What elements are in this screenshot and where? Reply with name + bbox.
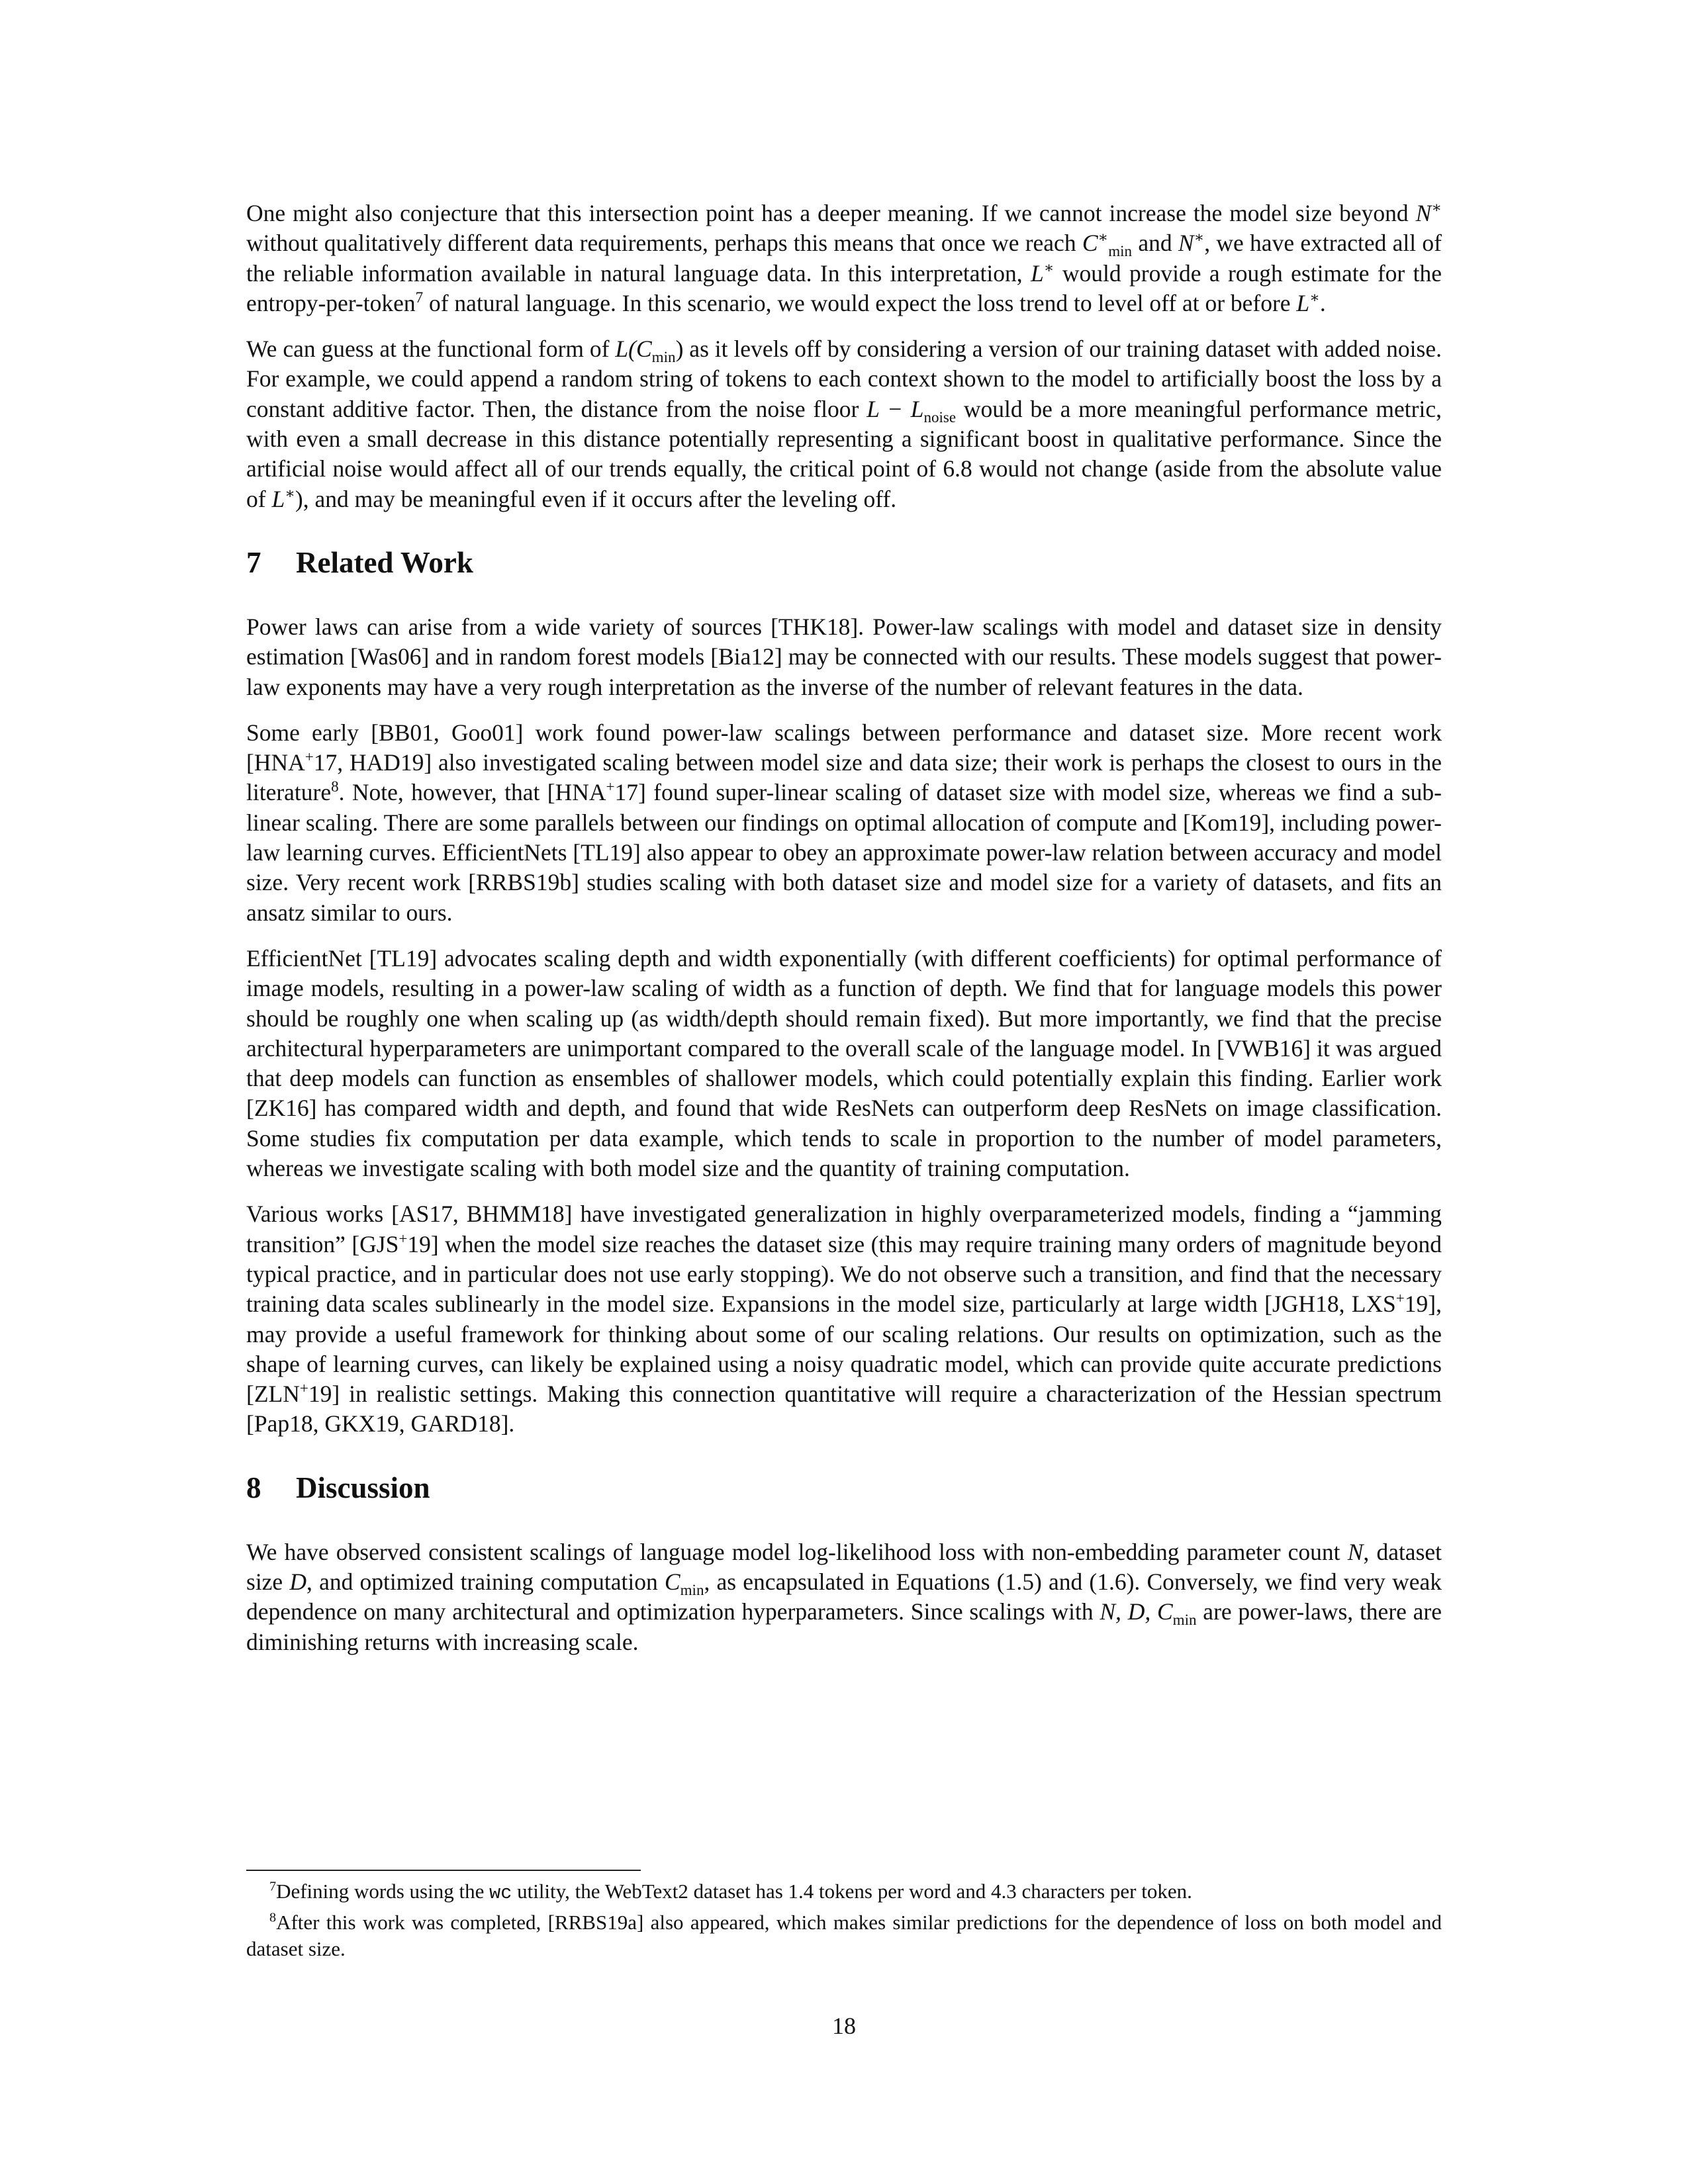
text: . Note, however, that [HNA — [338, 779, 606, 806]
paragraph-generalization — [246, 1199, 1442, 1439]
citation-plus: + — [299, 1379, 308, 1397]
text: as it levels off by considering a version of our training dataset with added noise. For example, we could append a random string of tokens to each context shown to the model to artificially boost the loss by a constant additive factor. Then, the distance from the noise floor — [246, 336, 1442, 422]
text: would be a more meaningful performance metric, with even a small decrease in this distance potentially representing a significant boost in qualitative performance. Since the artificial noise would affect all of our trends equally, the critical point of 6.8 would not change (aside from the absolute value of — [246, 395, 1442, 512]
paragraph-power-laws: Power laws can arise from a wide variety of sources [THK18]. Power-law scalings with model and dataset size in density estimation [Was06] and in random forest models [Bia12] may be connected with our results. These models suggest that power-law exponents may have a very rough interpretation as the inverse of the number of relevant features in the data. — [246, 613, 1442, 700]
code-wc: wc — [489, 1882, 512, 1904]
text: Some early [BB01, Goo01] work found power-law scalings between performance and dataset size. More recent work [HNA — [246, 719, 1442, 776]
citation-plus: + — [606, 778, 615, 796]
math-star: ∗ — [1194, 228, 1205, 246]
math-star: ∗ — [285, 484, 295, 502]
text: Defining words using the — [276, 1880, 490, 1903]
math-n: N — [1415, 200, 1432, 226]
paragraph-efficientnet: EfficientNet [TL19] advocates scaling depth and width exponentially (with different coefficients) for optimal performance of image models, resulting in a power-law scaling of width as a function of depth. We find that for language models this power should be roughly one when scaling up (as width/depth should remain fixed). But more importantly, we find that the precise architectural hyperparameters are unimportant compared to the overall scale of the language model. In [VWB16] it was argued that deep models can function as ensembles of shallower models, which could potentially explain this finding. Earlier work [ZK16] has compared width and depth, and found that wide ResNets can outperform deep ResNets on image classification. Some studies fix computation per data example, which tends to scale in proportion to the number of model parameters, whereas we investigate scaling with both model size and the quantity of training computation. — [246, 944, 1442, 1182]
text: utility, the WebText2 dataset has 1.4 tokens per word and 4.3 characters per token. — [512, 1880, 1192, 1903]
math-subscript-min: min — [1108, 242, 1133, 260]
text: , we have extracted all of the reliable information available in natural language data. In this interpretation, — [246, 230, 1442, 287]
page-content — [246, 199, 1442, 1673]
paragraph-discussion — [246, 1537, 1442, 1657]
math-n: N — [1178, 230, 1194, 257]
paragraph-early-work — [246, 718, 1442, 928]
math-d: D — [289, 1568, 307, 1595]
paragraph-intersection-meaning — [246, 199, 1442, 318]
footnote-rule — [246, 1870, 641, 1871]
section-number: 7 — [246, 545, 261, 579]
math-star: ∗ — [1431, 199, 1442, 216]
math-l: L — [1296, 289, 1310, 316]
math-l-minus-l: L − L — [867, 395, 924, 422]
text: One might also conjecture that this intersection point has a deeper meaning. If we cannot increase the model size beyond — [246, 200, 1416, 226]
math-subscript-min: min — [651, 348, 676, 366]
text: 17, HAD19] also investigated scaling between model size and data size; their work is perhaps the closest to ours in the literature — [246, 749, 1442, 806]
text: would provide a rough estimate for the entropy-per-token — [246, 259, 1442, 316]
text: , as encapsulated in Equations (1.5) and (1.6). Conversely, we find very weak dependence on many architectural and optimization hyperparameters. Since scalings with — [246, 1568, 1442, 1625]
text: , dataset size — [246, 1538, 1442, 1595]
text: We can guess at the functional form of — [246, 336, 616, 363]
text: , and optimized training computation — [306, 1568, 665, 1595]
text: are power-laws, there are diminishing returns with increasing scale. — [246, 1598, 1442, 1655]
math-paren: ) — [675, 336, 684, 363]
math-c: C — [664, 1568, 680, 1595]
section-title: Discussion — [296, 1471, 430, 1504]
math-subscript-min: min — [1172, 1611, 1197, 1629]
math-star: ∗ — [1043, 258, 1055, 276]
math-l-of-c: L(C — [615, 336, 652, 363]
section-heading-discussion — [246, 1470, 1442, 1506]
text: without qualitatively different data requirements, perhaps this means that once we reach — [246, 230, 1082, 257]
math-subscript-noise: noise — [923, 408, 957, 426]
footnote-number: 8 — [269, 1910, 277, 1925]
text: ), and may be meaningful even if it occurs after the leveling off. — [295, 485, 897, 512]
text: 19] when the model size reaches the dataset size (this may require training many orders of magnitude beyond typical practice, and in particular does not use early stopping). We do not observe such a transition, and find that the necessary training data scales sublinearly in the model size. Expansions in the model size, particularly at large width [JGH18, LXS — [246, 1230, 1442, 1318]
paragraph-functional-form — [246, 334, 1442, 514]
text: 19], may provide a useful framework for thinking about some of our scaling relations. Our results on optimization, such as the shape of learning curves, can likely be explained using a noisy quadratic model, which can provide quite accurate predictions [ZLN — [246, 1291, 1442, 1408]
footnote-mark-7[interactable]: 7 — [415, 289, 424, 306]
text: . — [1319, 289, 1326, 316]
footnote-mark-8[interactable]: 8 — [331, 778, 339, 796]
section-heading-related-work — [246, 545, 1442, 580]
footnote-8 — [246, 1909, 1442, 1962]
text: 17] found super-linear scaling of dataset size with model size, whereas we find a sub-linear scaling. There are some parallels between our findings on optimal allocation of compute and [Kom19], including power-law learning curves. EfficientNets [TL19] also appear to obey an approximate power-law relation between accuracy and model size. Very recent work [RRBS19b] studies scaling with both dataset size and model size for a variety of datasets, and fits an ansatz similar to ours. — [246, 779, 1442, 926]
math-l: L — [271, 485, 285, 512]
math-c: C — [1082, 230, 1098, 257]
math-subscript-min: min — [680, 1581, 704, 1599]
footnotes — [246, 1878, 1442, 1965]
footnote-7 — [246, 1878, 1442, 1907]
text: We have observed consistent scalings of language model log-likelihood loss with non-embedding parameter count — [246, 1538, 1348, 1565]
math-n-d-c: N, D, C — [1100, 1598, 1173, 1625]
text: of natural language. In this scenario, we would expect the loss trend to level off at or before — [423, 289, 1297, 316]
page-number: 18 — [832, 2013, 856, 2039]
footnote-number: 7 — [269, 1879, 277, 1894]
section-title: Related Work — [296, 545, 473, 579]
math-star: ∗ — [1309, 289, 1320, 306]
text: and — [1132, 230, 1178, 257]
text: Various works [AS17, BHMM18] have investigated generalization in highly overparameterized models, finding a “jamming transition” [GJS — [246, 1201, 1442, 1257]
citation-plus: + — [305, 748, 314, 766]
math-l: L — [1031, 259, 1044, 287]
text: After this work was completed, [RRBS19a] also appeared, which makes similar predictions for the dependence of loss on both model and dataset size. — [246, 1911, 1442, 1960]
section-number: 8 — [246, 1471, 261, 1504]
text: 19] in realistic settings. Making this connection quantitative will require a characterization of the Hessian spectrum [Pap18, GKX19, GARD18]. — [246, 1381, 1442, 1437]
citation-plus: + — [1395, 1289, 1405, 1307]
citation-plus: + — [399, 1229, 408, 1247]
math-star: ∗ — [1098, 228, 1109, 246]
math-n: N — [1347, 1538, 1364, 1565]
